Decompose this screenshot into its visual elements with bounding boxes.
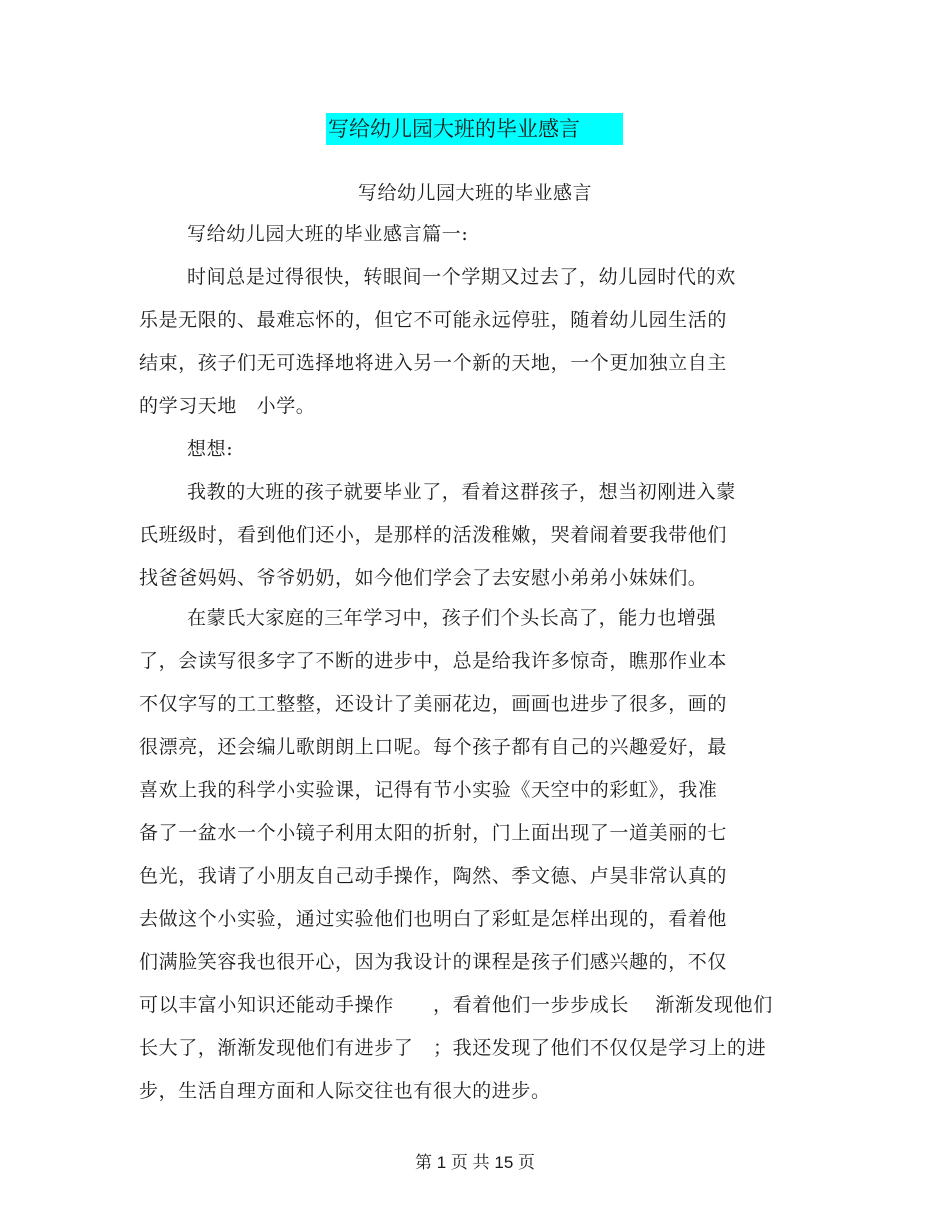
paragraph-line: 去做这个小实验，通过实验他们也明白了彩虹是怎样出现的，看着他	[139, 908, 728, 930]
paragraph-line: 备了一盆水一个小镜子利用太阳的折射，门上面出现了一道美丽的七	[139, 822, 728, 844]
paragraph-line: 结束，孩子们无可选择地将进入另一个新的天地，一个更加独立自主	[139, 352, 728, 374]
document-subtitle: 写给幼儿园大班的毕业感言	[357, 182, 592, 204]
footer-middle: 页 共	[450, 1153, 490, 1172]
paragraph-line: 了，会读写很多字了不断的进步中，总是给我许多惊奇，瞧那作业本	[139, 650, 728, 672]
paragraph-line: 可以丰富小知识还能动手操作 ，看着他们一步步成长 渐渐发现他们	[139, 994, 773, 1016]
paragraph-line: 在蒙氏大家庭的三年学习中，孩子们个头长高了，能力也增强	[187, 607, 717, 629]
paragraph-line: 喜欢上我的科学小实验课，记得有节小实验《天空中的彩虹》，我准	[139, 779, 718, 801]
current-page-number: 1	[436, 1153, 447, 1172]
page-footer	[0, 1151, 950, 1175]
document-title	[326, 113, 623, 145]
footer-suffix: 页	[518, 1153, 536, 1172]
title-text: 写给幼儿园大班的毕业感言	[328, 117, 580, 141]
footer-prefix: 第	[414, 1153, 432, 1172]
paragraph-line: 色光，我请了小朋友自己动手操作，陶然、季文德、卢昊非常认真的	[139, 865, 728, 887]
paragraph-line: 步，生活自理方面和人际交往也有很大的进步。	[139, 1080, 551, 1102]
paragraph-line: 我教的大班的孩子就要毕业了，看着这群孩子，想当初刚进入蒙	[187, 481, 736, 503]
paragraph-line: 长大了，渐渐发现他们有进步了 ；我还发现了他们不仅仅是学习上的进	[139, 1037, 767, 1059]
paragraph-line: 乐是无限的、最难忘怀的，但它不可能永远停驻，随着幼儿园生活的	[139, 309, 728, 331]
paragraph-line: 的学习天地 小学。	[139, 395, 316, 417]
paragraph-line: 不仅字写的工工整整，还设计了美丽花边，画画也进步了很多，画的	[139, 693, 728, 715]
paragraph-line: 想想:	[187, 438, 234, 460]
paragraph-line: 时间总是过得很快，转眼间一个学期又过去了，幼儿园时代的欢	[187, 266, 736, 288]
paragraph-line: 氏班级时，看到他们还小，是那样的活泼稚嫩，哭着闹着要我带他们	[139, 524, 728, 546]
paragraph-line: 找爸爸妈妈、爷爷奶奶，如今他们学会了去安慰小弟弟小妹妹们。	[139, 567, 708, 589]
total-page-count: 15	[494, 1153, 514, 1172]
paragraph-line: 很漂亮，还会编儿歌朗朗上口呢。每个孩子都有自己的兴趣爱好，最	[139, 736, 728, 758]
section-heading: 写给幼儿园大班的毕业感言篇一:	[187, 223, 469, 245]
paragraph-line: 们满脸笑容我也很开心，因为我设计的课程是孩子们感兴趣的，不仅	[139, 951, 728, 973]
